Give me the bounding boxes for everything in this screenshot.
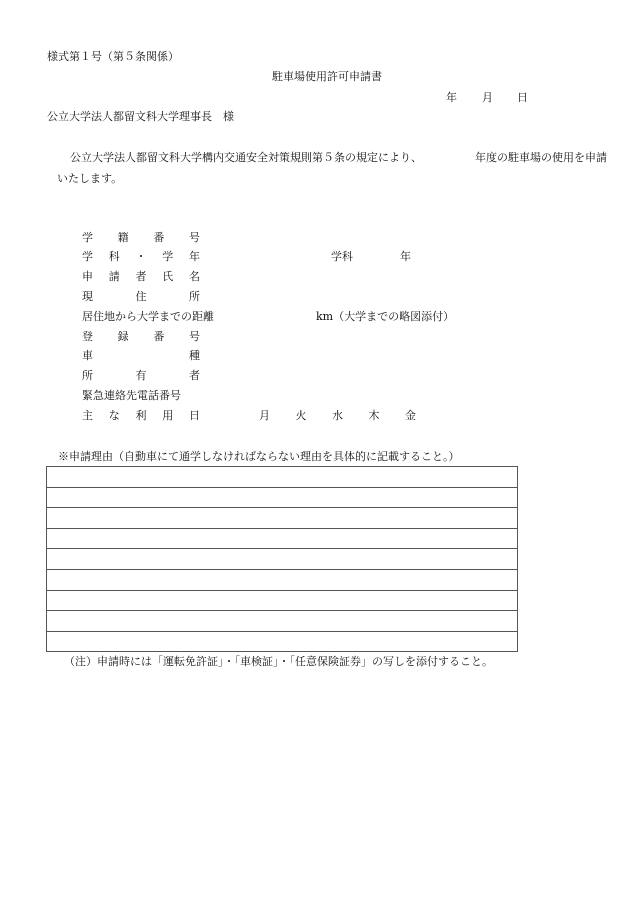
paragraph-line2: いたします。 <box>57 172 123 185</box>
day-monday[interactable]: 月 <box>259 409 270 422</box>
reason-cell[interactable] <box>47 528 518 549</box>
field-distance: 居住地から大学までの距離 <box>82 310 214 323</box>
field-registration-number: 登 録 番 号 <box>82 330 200 343</box>
reason-row[interactable] <box>47 569 518 590</box>
reason-row[interactable] <box>47 528 518 549</box>
usage-day-options <box>259 409 442 423</box>
reason-cell[interactable] <box>47 631 518 652</box>
reason-cell[interactable] <box>47 549 518 570</box>
reason-row[interactable] <box>47 590 518 611</box>
reason-row[interactable] <box>47 467 518 488</box>
form-number: 様式第１号（第５条関係） <box>47 50 179 63</box>
date-year: 年 <box>446 91 457 104</box>
paragraph-line1-b: 年度の駐車場の使用を申請 <box>475 151 607 164</box>
reason-cell[interactable] <box>47 611 518 632</box>
day-tuesday[interactable]: 火 <box>295 409 307 422</box>
field-applicant-name: 申 請 者 氏 名 <box>82 270 200 283</box>
field-usage-days: 主 な 利 用 日 <box>82 409 200 422</box>
field-student-id: 学 籍 番 号 <box>82 231 200 244</box>
reason-heading: ※申請理由（自動車にて通学しなければならない理由を具体的に記載すること。） <box>58 450 460 463</box>
reason-table[interactable] <box>46 466 518 652</box>
day-thursday[interactable]: 木 <box>368 409 380 422</box>
date-month: 月 <box>482 91 493 104</box>
reason-row[interactable] <box>47 611 518 632</box>
field-emergency-phone: 緊急連絡先電話番号 <box>82 389 181 402</box>
reason-cell[interactable] <box>47 569 518 590</box>
reason-row[interactable] <box>47 487 518 508</box>
reason-cell[interactable] <box>47 487 518 508</box>
distance-suffix: km（大学までの略図添付） <box>316 310 455 323</box>
reason-row[interactable] <box>47 508 518 529</box>
field-vehicle-type: 車 種 <box>82 349 200 362</box>
day-friday[interactable]: 金 <box>405 409 416 422</box>
paragraph-line1-a: 公立大学法人都留文科大学構内交通安全対策規則第５条の規定により、 <box>70 151 422 164</box>
reason-cell[interactable] <box>47 467 518 488</box>
document-title: 駐車場使用許可申請書 <box>272 70 382 83</box>
addressee: 公立大学法人都留文科大学理事長 様 <box>47 110 234 123</box>
department-suffix: 学科 <box>331 250 353 263</box>
attachment-note: （注）申請時には「運転免許証」・「車検証」・「任意保険証券」の写しを添付すること。 <box>64 655 493 668</box>
year-suffix: 年 <box>400 250 411 263</box>
date-day: 日 <box>517 91 528 104</box>
field-address: 現 住 所 <box>82 290 200 303</box>
reason-row[interactable] <box>47 549 518 570</box>
reason-row[interactable] <box>47 631 518 652</box>
reason-cell[interactable] <box>47 508 518 529</box>
reason-cell[interactable] <box>47 590 518 611</box>
field-owner: 所 有 者 <box>82 369 200 382</box>
day-wednesday[interactable]: 水 <box>332 409 343 422</box>
field-department-year: 学 科 ・ 学 年 <box>82 250 200 263</box>
